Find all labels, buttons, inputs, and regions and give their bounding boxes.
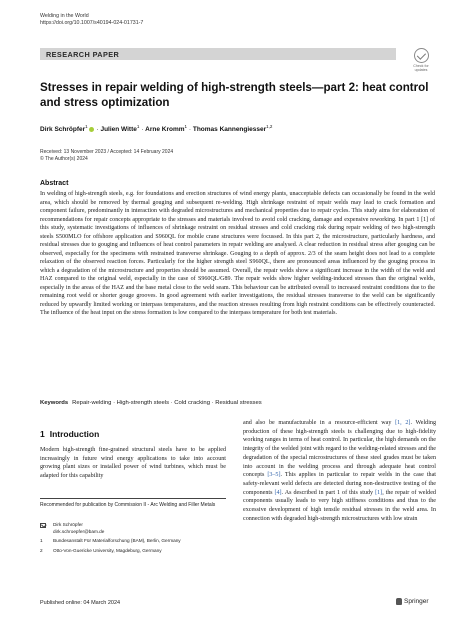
journal-doi[interactable]: https://doi.org/10.1007/s40194-024-01731-7	[40, 20, 144, 26]
article-dates	[40, 149, 173, 163]
abstract-text: In welding of high-strength steels, e.g. for foundations and erection structures of wind energy plants, unacceptable defects can occasionally be found in the weld area, which should be removed by thermal gouging and subsequent re-welding. High shrinkage restraint of repair welds may lead to crack formation and component failure, predominantly in interaction with degraded microstructures and mechanical properties due to repair cycles. This study aims for elaboration of recommendations for repair concepts appropriate to the stresses and materials involved to avoid cold cracking, damage and expensive reworking. In part 1 [1] of this study, systematic investigations of influences of shrinkage restraint on residual stresses and cold cracking risk during repair welding of two high-strength steels S500MLO for offshore application and S960QL for mobile crane structures were focussed. In this part 2, the microstructure, particularly hardness, and residual stresses due to gouging and influences of heat control parameters in repair welding are analysed. A clear reduction in residual stress after gouging can be observed, especially for the specimens with restrained transverse shrinkage. Gouging to a depth of approx. 2/3 of the seam height does not lead to a complete relaxation of the observed reaction forces. Particularly for the higher strength steel S960QL, there are pronounced areas influenced by the gouging process in which a degradation of the microstructure and properties should be assumed. Overall, the repair welds show a significant increase in the width of the weld and HAZ compared to the original weld, especially in the case of S960QL/G89. The repair welds show higher welding-induced stresses than the original welds, especially in the areas of the HAZ and the base metal close to the weld seam. This behaviour can be attributed overall to increased restraint conditions due to the remaining root weld or shorter gouge grooves. In good agreement with earlier investigations, the residual stresses transverse to the weld can be significantly reduced by upwardly limited working or interpass temperatures, and the reaction stresses resulting from high restraint conditions can be effectively counteracted. The influence of the heat input on the stress formation is low compared to the interpass temperature for both test materials.	[40, 191, 435, 316]
received-accepted-dates: Received: 13 November 2023 / Accepted: 14 February 2024	[40, 149, 174, 155]
author-affiliation-mark: 1	[85, 124, 88, 129]
envelope-icon	[40, 523, 46, 528]
author-list	[40, 124, 272, 133]
contact-email[interactable]: dirk.schroepfer@bam.de	[53, 528, 105, 534]
intro-paragraph-left: Modern high-strength fine-grained structural steels have to be applied increasingly in future wind energy applications to take into account growing plant sizes or installed power of wind turbines, which must be adapted for this capability	[40, 447, 226, 480]
springer-horse-icon	[396, 598, 402, 605]
check-for-updates-button[interactable]	[410, 48, 432, 73]
journal-name: Welding in the World	[40, 13, 89, 19]
affiliation-number: 1	[40, 538, 43, 543]
contact-name: Dirk Schröpfer	[53, 522, 83, 527]
author-affiliation-mark: 1,2	[266, 124, 273, 129]
intro-paragraph-right: and also be manufacturable in a resource-efficient way [1, 2]. Welding production of these high-strength steels is challenging due to high-fidelity working ranges in terms of heat control. In particular, the high demands on the integrity of the welded joint with regard to the welding-related stresses and the degradation of the special microstructures of these steel grades must be taken into account in the welding process and through adequate heat control concepts [3–5]. This applies in particular to repair welds in the case that safety-relevant weld defects are detected during non-destructive testing of the components [4]. As described in part 1 of this study [1], the repair of welded components usually leads to very high stiffness conditions and thus to the excessive development of high tensile residual stresses in the weld area. In connection with degraded high-strength microstructures with low strain	[243, 420, 437, 522]
author-name[interactable]: Thomas Kannengiesser	[192, 126, 267, 134]
author-name[interactable]: Dirk Schröpfer	[40, 126, 86, 134]
check-updates-icon	[414, 48, 429, 63]
published-date: Published online: 04 March 2024	[40, 600, 121, 606]
section-heading	[40, 429, 99, 439]
author-affiliation-mark: 1	[136, 124, 140, 129]
citation-link[interactable]: [1, 2]	[395, 420, 411, 426]
affiliation-text: Otto-Von-Guericke University, Magdeburg, Germany	[53, 547, 162, 553]
citation-link[interactable]: [1]	[375, 489, 383, 496]
author-separator: ·	[187, 126, 193, 134]
affiliation-2	[40, 548, 226, 555]
corresponding-author	[40, 522, 226, 535]
affiliation-text: Bundesanstalt Für Materialforschung (BAM), Berlin, Germany	[53, 538, 181, 543]
author-notes	[40, 522, 226, 557]
section-number: 1	[40, 429, 45, 439]
article-type-label: RESEARCH PAPER	[46, 50, 120, 59]
author-separator: ·	[94, 126, 101, 134]
author-separator: ·	[139, 126, 146, 134]
keywords-list: Repair-welding · High-strength steels · Cold cracking · Residual stresses	[72, 400, 262, 406]
citation-link[interactable]: [4]	[274, 489, 282, 496]
abstract-heading: Abstract	[40, 180, 69, 187]
article-title: Stresses in repair welding of high-strength steels—part 2: heat control and stress optimization	[40, 81, 429, 109]
keywords	[40, 400, 435, 406]
affiliation-1	[40, 538, 226, 545]
citation-link[interactable]: [3–5]	[267, 472, 281, 479]
section-title: Introduction	[49, 429, 100, 439]
recommended-note: Recommended for publication by Commission II - Arc Welding and Filler Metals	[40, 498, 226, 509]
author-name[interactable]: Arne Kromm	[145, 126, 185, 134]
affiliation-number: 2	[40, 547, 43, 553]
keywords-label: Keywords	[40, 400, 69, 406]
author-name[interactable]: Julien Witte	[100, 126, 137, 134]
article-type-badge	[40, 48, 396, 60]
copyright-notice: © The Author(s) 2024	[40, 156, 88, 162]
journal-header	[40, 13, 143, 27]
publisher-logo	[396, 598, 429, 605]
check-updates-label: Check for updates	[413, 64, 429, 73]
orcid-icon[interactable]	[89, 127, 94, 132]
author-affiliation-mark: 1	[184, 124, 188, 129]
publisher-name: Springer	[404, 598, 429, 606]
